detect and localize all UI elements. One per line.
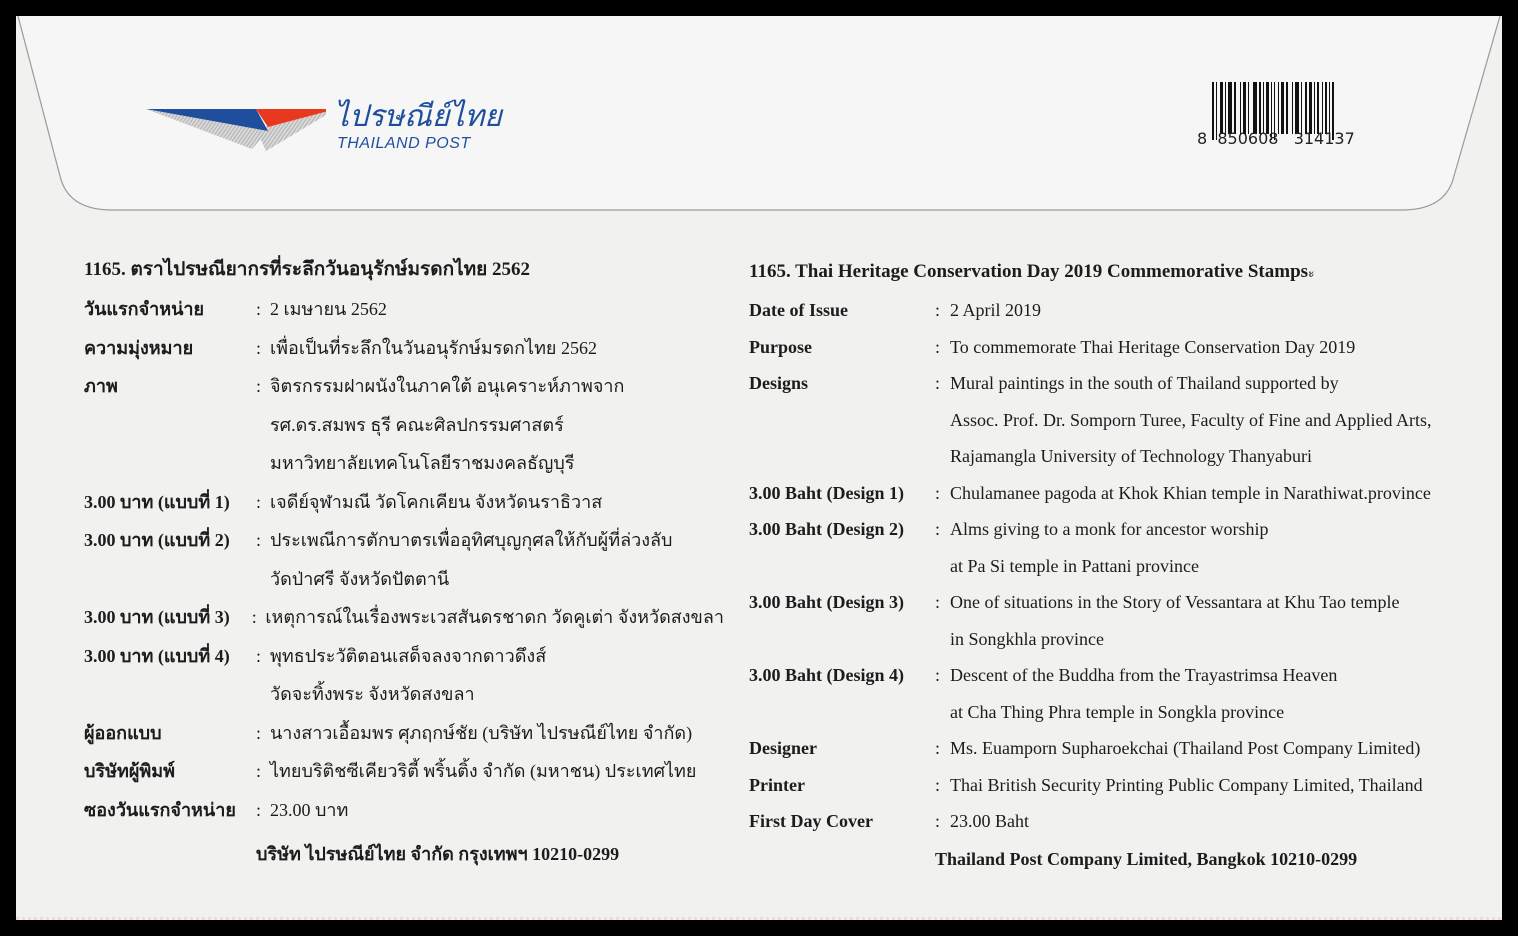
colon-text: : xyxy=(935,811,941,831)
english-detail-row xyxy=(749,475,1479,512)
thai-detail-row xyxy=(84,714,724,753)
thai-row-value-line: ประเพณีการตักบาตรเพื่ออุทิศบุญกุศลให้กับผู้ที่ล่วงลับ xyxy=(270,530,673,550)
english-row-label xyxy=(749,657,935,730)
thai-row-label xyxy=(84,791,256,830)
english-row-label-text: Designer xyxy=(749,738,817,758)
colon-separator xyxy=(252,598,266,637)
thai-row-value xyxy=(270,483,602,522)
thai-row-label xyxy=(84,483,256,522)
colon-separator xyxy=(935,292,950,329)
colon-separator xyxy=(935,803,950,840)
english-row-value xyxy=(950,292,1041,329)
thai-row-value-line: เจดีย์จุฬามณี วัดโคกเคียน จังหวัดนราธิวาส xyxy=(270,491,603,512)
colon-text: : xyxy=(935,738,941,758)
colon-text: : xyxy=(251,607,257,627)
thai-row-value-line: จิตรกรรมฝาผนังในภาคใต้ อนุเคราะห์ภาพจาก xyxy=(270,376,625,396)
colon-separator xyxy=(256,483,270,522)
english-row-value-line: at Pa Si temple in Pattani province xyxy=(950,555,1199,576)
colon-text: : xyxy=(256,530,262,550)
thai-detail-row xyxy=(84,367,724,483)
colon-separator xyxy=(256,521,270,598)
thai-row-label-text: 3.00 บาท (แบบที่ 4) xyxy=(84,645,230,666)
thai-row-value-line: 23.00 บาท xyxy=(270,799,349,820)
english-detail-row xyxy=(749,584,1479,657)
thai-row-label xyxy=(84,598,252,637)
english-row-label xyxy=(749,329,935,366)
english-row-label-text: Date of Issue xyxy=(749,300,848,320)
thai-footer-address: บริษัท ไปรษณีย์ไทย จำกัด กรุงเทพฯ 10210-0299 xyxy=(256,844,620,864)
english-row-value-line: Rajamangla University of Technology Thanyaburi xyxy=(950,446,1312,466)
thai-detail-row xyxy=(84,752,724,791)
thai-detail-row xyxy=(84,329,724,368)
thai-row-value-line: มหาวิทยาลัยเทคโนโลยีราชมงคลธัญบุรี xyxy=(270,453,575,473)
thai-row-value xyxy=(270,329,597,368)
english-detail-row xyxy=(749,730,1479,767)
barcode-number: 8 850608 314137 xyxy=(1197,129,1355,148)
english-row-value-line: Descent of the Buddha from the Trayastrimsa Heaven xyxy=(950,665,1338,685)
english-row-value xyxy=(950,365,1432,475)
english-row-value xyxy=(950,803,1029,840)
english-title-text: 1165. Thai Heritage Conservation Day 2019 Commemorative Stamps xyxy=(749,261,1309,282)
thai-details-list xyxy=(84,290,724,829)
english-row-value xyxy=(950,584,1400,657)
colon-separator xyxy=(256,791,270,830)
english-row-value xyxy=(950,329,1355,366)
thai-row-label-text: ซองวันแรกจำหน่าย xyxy=(84,799,236,820)
thai-detail-row xyxy=(84,637,724,714)
english-row-label xyxy=(749,365,935,475)
envelope-back xyxy=(16,16,1502,920)
thailand-post-logo xyxy=(146,91,516,161)
english-detail-row xyxy=(749,365,1479,475)
colon-separator xyxy=(935,511,950,584)
thai-row-label xyxy=(84,521,256,598)
english-row-label xyxy=(749,767,935,804)
thai-row-value xyxy=(270,521,672,598)
colon-text: : xyxy=(935,300,941,320)
english-row-value-line: 23.00 Baht xyxy=(950,811,1029,831)
thai-row-label-text: ความมุ่งหมาย xyxy=(84,337,194,358)
colon-separator xyxy=(256,329,270,368)
english-detail-row xyxy=(749,329,1479,366)
thai-row-value-line: วัดจะทิ้งพระ จังหวัดสงขลา xyxy=(270,684,475,704)
english-row-value xyxy=(950,730,1420,767)
thai-detail-row xyxy=(84,521,724,598)
thailand-post-emblem-icon xyxy=(146,91,326,161)
english-details-list xyxy=(749,292,1479,840)
thai-row-value xyxy=(270,637,546,714)
english-row-label xyxy=(749,730,935,767)
thai-row-value xyxy=(270,791,348,830)
thai-row-label xyxy=(84,637,256,714)
colon-separator xyxy=(935,475,950,512)
thai-row-value-line: พุทธประวัติตอนเสด็จลงจากดาวดึงส์ xyxy=(270,645,547,666)
thai-row-value-line: เหตุการณ์ในเรื่องพระเวสสันดรชาดก วัดคูเต่า จังหวัดสงขลา xyxy=(265,607,724,627)
thai-row-label xyxy=(84,329,256,368)
colon-text: : xyxy=(256,299,262,319)
english-row-value xyxy=(950,511,1268,584)
colon-text: : xyxy=(256,761,262,781)
colon-separator xyxy=(935,730,950,767)
thai-row-label-text: ผู้ออกแบบ xyxy=(84,722,162,743)
colon-text: : xyxy=(256,337,262,358)
english-row-value xyxy=(950,767,1423,804)
english-detail-row xyxy=(749,767,1479,804)
colon-text: : xyxy=(935,665,941,685)
thai-row-label xyxy=(84,367,256,483)
colon-text: : xyxy=(256,799,262,820)
english-row-label-text: Printer xyxy=(749,774,805,795)
english-row-value-line: Ms. Euamporn Supharoekchai (Thailand Post Company Limited) xyxy=(950,738,1421,758)
english-detail-row xyxy=(749,511,1479,584)
colon-text: : xyxy=(935,774,941,795)
colon-text: : xyxy=(935,482,941,503)
thai-row-label-text: 3.00 บาท (แบบที่ 3) xyxy=(84,607,230,627)
colon-separator xyxy=(935,657,950,730)
colon-text: : xyxy=(256,376,262,396)
english-row-label-text: Purpose xyxy=(749,336,812,357)
thai-row-label-text: 3.00 บาท (แบบที่ 1) xyxy=(84,491,230,512)
english-row-label-text: 3.00 Baht (Design 2) xyxy=(749,519,905,539)
english-row-label-text: 3.00 Baht (Design 4) xyxy=(749,665,905,685)
thai-row-value-line: ไทยบริติชซีเคียวริตี้ พริ้นติ้ง จำกัด (มหาชน) ประเทศไทย xyxy=(270,761,697,781)
colon-text: : xyxy=(256,491,262,512)
barcode-bars xyxy=(1212,82,1336,134)
thai-detail-row xyxy=(84,791,724,830)
thai-detail-row xyxy=(84,290,724,329)
colon-separator xyxy=(256,290,270,329)
colon-text: : xyxy=(935,592,941,612)
colon-text: : xyxy=(935,336,941,357)
barcode xyxy=(1197,82,1367,166)
logo-english-text: THAILAND POST xyxy=(337,135,471,152)
colon-text: : xyxy=(935,373,941,393)
thai-row-value-line: รศ.ดร.สมพร ธุรี คณะศิลปกรรมศาสตร์ xyxy=(270,414,564,435)
english-row-value-line: One of situations in the Story of Vessantara at Khu Tao temple xyxy=(950,592,1400,612)
logo-thai-text: ไปรษณีย์ไทย xyxy=(334,99,502,134)
thai-details-section xyxy=(84,250,724,868)
thai-row-value-line: นางสาวเอื้อมพร ศุภฤกษ์ชัย (บริษัท ไปรษณีย์ไทย จำกัด) xyxy=(270,722,693,743)
thai-row-value-line: วัดป่าศรี จังหวัดปัตตานี xyxy=(270,568,450,589)
english-detail-row xyxy=(749,657,1479,730)
thai-row-label xyxy=(84,752,256,791)
colon-separator xyxy=(935,767,950,804)
english-details-section xyxy=(749,252,1479,870)
thai-row-label-text: ภาพ xyxy=(84,376,118,396)
thai-row-value xyxy=(270,367,624,483)
thai-row-label-text: วันแรกจำหน่าย xyxy=(84,299,205,319)
thai-row-value xyxy=(270,290,387,329)
english-row-value-line: Chulamanee pagoda at Khok Khian temple in Narathiwat.province xyxy=(950,482,1431,503)
english-row-label xyxy=(749,475,935,512)
thai-section-title: 1165. ตราไปรษณียากรที่ระลึกวันอนุรักษ์มรดกไทย 2562 xyxy=(84,259,531,280)
colon-separator xyxy=(935,584,950,657)
thai-row-label xyxy=(84,714,256,753)
english-row-label-text: 3.00 Baht (Design 3) xyxy=(749,592,905,612)
english-row-value-line: Mural paintings in the south of Thailand supported by xyxy=(950,373,1339,393)
thai-row-label xyxy=(84,290,256,329)
english-row-value-line: 2 April 2019 xyxy=(950,300,1042,320)
english-row-label-text: First Day Cover xyxy=(749,811,873,831)
english-row-value-line: at Cha Thing Phra temple in Songkla province xyxy=(950,701,1285,722)
thai-row-value xyxy=(265,598,724,637)
thai-row-value xyxy=(270,752,696,791)
thai-detail-row xyxy=(84,483,724,522)
english-row-label xyxy=(749,584,935,657)
english-detail-row xyxy=(749,803,1479,840)
thai-row-value xyxy=(270,714,692,753)
colon-text: : xyxy=(256,722,262,743)
colon-text: : xyxy=(256,645,262,666)
colon-separator xyxy=(935,365,950,475)
colon-separator xyxy=(256,367,270,483)
thai-row-value-line: เพื่อเป็นที่ระลึกในวันอนุรักษ์มรดกไทย 2562 xyxy=(270,337,597,358)
english-title-suffix: ะ xyxy=(1308,266,1315,280)
thai-detail-row xyxy=(84,598,724,637)
thai-row-label-text: บริษัทผู้พิมพ์ xyxy=(84,761,175,781)
english-row-value-line: Thai British Security Printing Public Company Limited, Thailand xyxy=(950,774,1423,795)
colon-separator xyxy=(256,637,270,714)
english-row-value-line: Assoc. Prof. Dr. Somporn Turee, Faculty of Fine and Applied Arts, xyxy=(950,409,1432,430)
english-row-value-line: Alms giving to a monk for ancestor worship xyxy=(950,519,1269,539)
english-row-label xyxy=(749,292,935,329)
thai-row-label-text: 3.00 บาท (แบบที่ 2) xyxy=(84,530,230,550)
colon-separator xyxy=(935,329,950,366)
english-row-value-line: in Songkhla province xyxy=(950,628,1104,649)
colon-text: : xyxy=(935,519,941,539)
english-row-label-text: 3.00 Baht (Design 1) xyxy=(749,482,905,503)
english-section-title xyxy=(749,252,1479,292)
english-detail-row xyxy=(749,292,1479,329)
english-row-value-line: To commemorate Thai Heritage Conservation Day 2019 xyxy=(950,336,1356,357)
english-row-value xyxy=(950,657,1337,730)
colon-separator xyxy=(256,752,270,791)
english-row-value xyxy=(950,475,1431,512)
english-row-label xyxy=(749,511,935,584)
thai-row-value-line: 2 เมษายน 2562 xyxy=(270,299,387,319)
english-footer-address: Thailand Post Company Limited, Bangkok 10210-0299 xyxy=(935,848,1358,869)
english-row-label-text: Designs xyxy=(749,373,809,393)
colon-separator xyxy=(256,714,270,753)
english-row-label xyxy=(749,803,935,840)
